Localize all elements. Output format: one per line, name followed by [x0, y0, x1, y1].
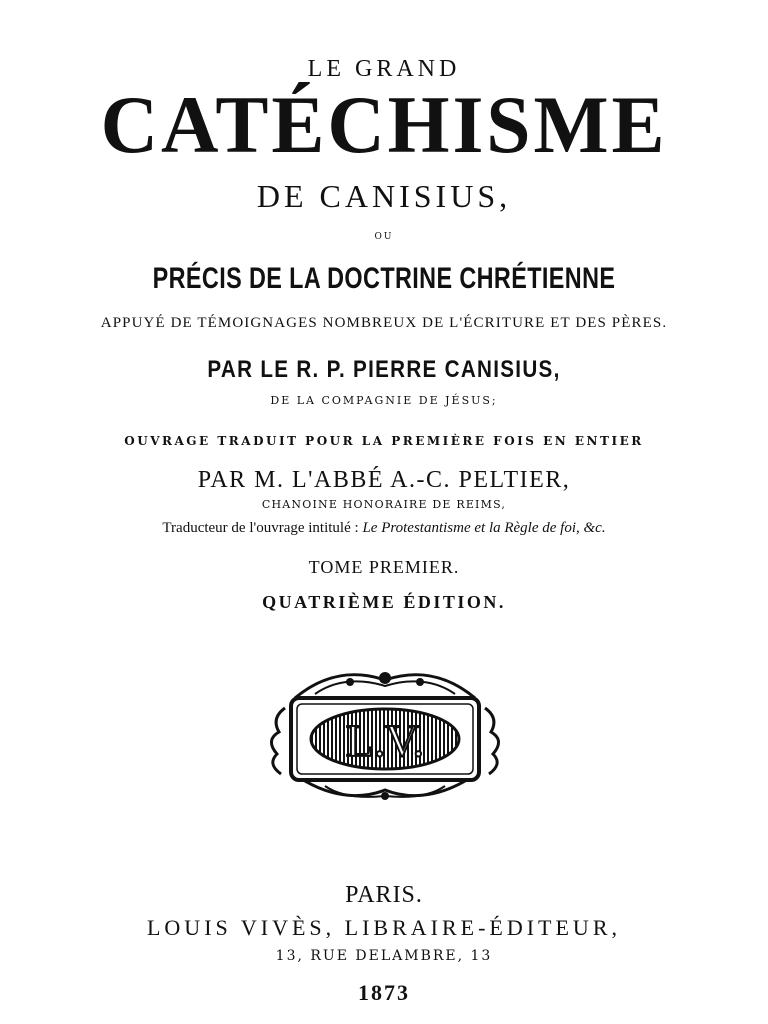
imprint-publisher: LOUIS VIVÈS, LIBRAIRE-ÉDITEUR, — [146, 915, 621, 940]
precis-heading: PRÉCIS DE LA DOCTRINE CHRÉTIENNE — [152, 262, 616, 295]
ouvrage-line: OUVRAGE TRADUIT POUR LA PREMIÈRE FOIS EN ENTIER — [124, 434, 644, 448]
logo-monogram: L.V. — [345, 715, 425, 766]
imprint-city: PARIS. — [345, 882, 423, 908]
imprint-address: 13, RUE DELAMBRE, 13 — [275, 948, 493, 964]
traducteur-prefix: Traducteur de l'ouvrage intitulé : — [162, 520, 359, 536]
main-title: CATÉCHISME — [100, 79, 668, 170]
imprint-year: 1873 — [358, 980, 410, 1005]
traducteur-line — [0, 520, 768, 537]
subtitle: DE CANISIUS, — [256, 178, 512, 214]
translator-title: CHANOINE HONORAIRE DE REIMS, — [261, 498, 507, 511]
le-grand-heading: LE GRAND — [307, 56, 461, 82]
traducteur-work: Le Protestantisme et la Règle de foi, &c. — [362, 520, 606, 536]
ou-connector: OU — [374, 232, 394, 242]
author-affiliation: DE LA COMPAGNIE DE JÉSUS; — [270, 394, 498, 407]
edition-line: QUATRIÈME ÉDITION. — [262, 592, 506, 612]
tome-line: TOME PREMIER. — [308, 557, 460, 577]
publisher-logo — [255, 668, 515, 803]
author-line: PAR LE R. P. PIERRE CANISIUS, — [207, 356, 561, 383]
translator-line: PAR M. L'ABBÉ A.-C. PELTIER, — [197, 467, 571, 493]
appuye-line: APPUYÉ DE TÉMOIGNAGES NOMBREUX DE L'ÉCRITURE ET DES PÈRES. — [100, 315, 668, 331]
